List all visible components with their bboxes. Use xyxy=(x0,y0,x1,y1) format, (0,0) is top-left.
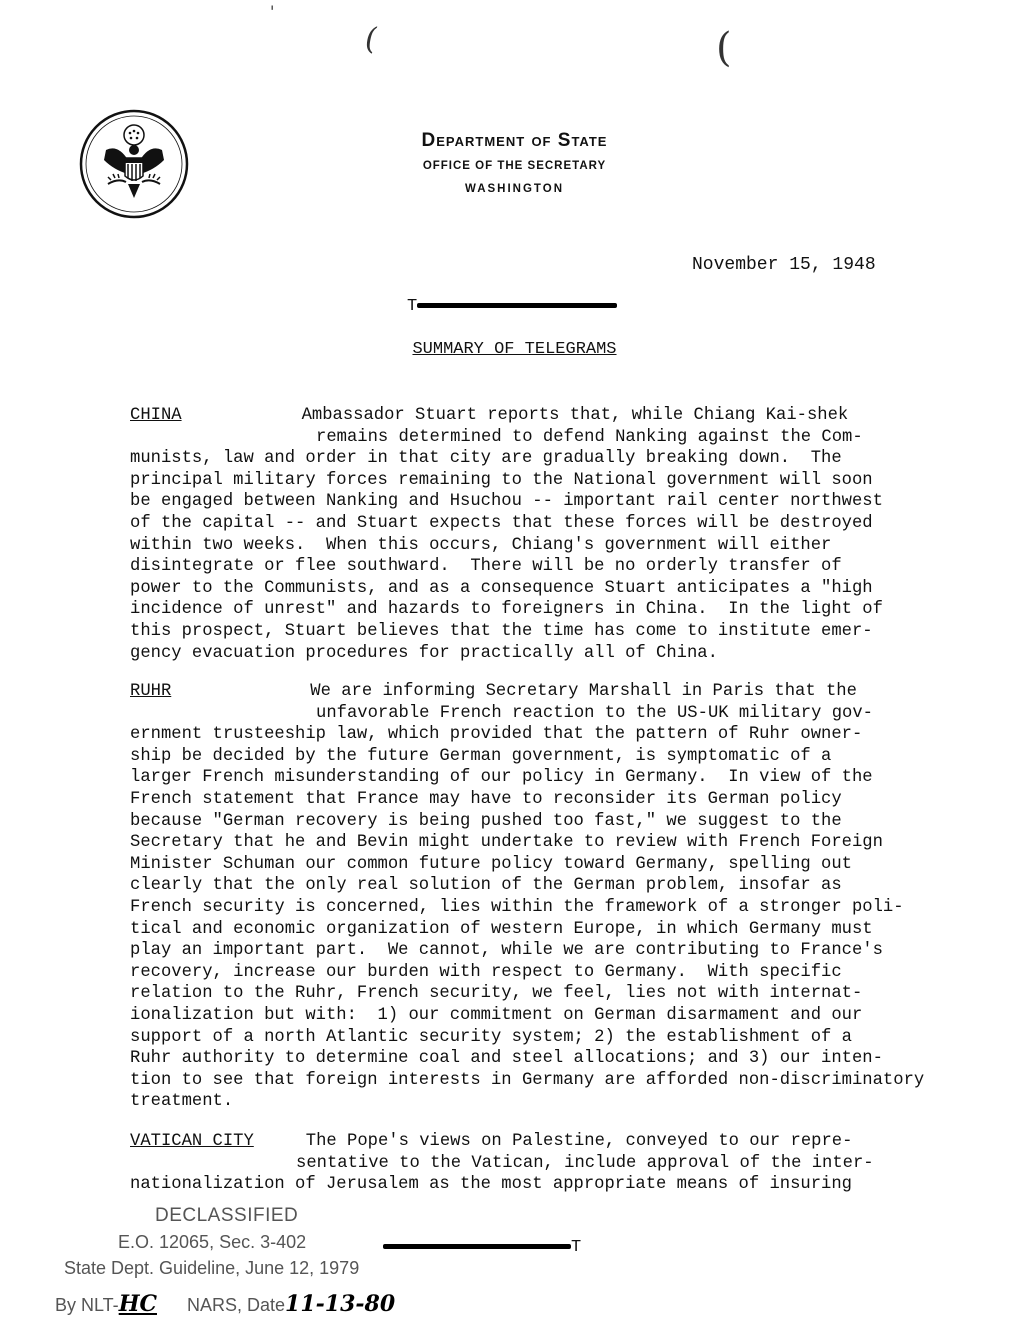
letterhead-city: WASHINGTON xyxy=(464,183,564,195)
section-line: clearly that the only real solution of the German problem, insofar as xyxy=(130,876,842,896)
section-line: tion to see that foreign interests in Germany are afforded non-discriminatory xyxy=(130,1070,925,1090)
letter-date: November 15, 1948 xyxy=(692,255,876,275)
stray-mark: ( xyxy=(365,22,377,57)
section-line: incidence of unrest" and hazards to foreigners in China. In the light of xyxy=(130,600,883,620)
redaction-bar xyxy=(417,303,617,308)
section-line: support of a north Atlantic security system; 2) the establishment of a xyxy=(130,1027,852,1047)
stamp-executive-order: E.O. 12065, Sec. 3-402 xyxy=(118,1232,307,1252)
letterhead-office: OFFICE OF THE SECRETARY xyxy=(422,160,607,172)
section-line: ernment trusteeship law, which provided that the pattern of Ruhr owner- xyxy=(130,725,863,745)
section-line: recovery, increase our burden with respect to Germany. With specific xyxy=(130,962,842,982)
section-line: ionalization but with: 1) our commitment on German disarmament and our xyxy=(130,1005,863,1025)
section-first-line: We are informing Secretary Marshall in Paris that the xyxy=(310,682,857,701)
section-line: of the capital -- and Stuart expects that these forces will be destroyed xyxy=(130,513,873,533)
stamp-nars-date-label: NARS, Date xyxy=(186,1295,286,1315)
section-line: within two weeks. When this occurs, Chiang's government will either xyxy=(130,535,832,555)
classification-letter: T xyxy=(571,1238,582,1257)
stamp-by-prefix: By NLT- xyxy=(55,1295,119,1315)
stamp-guideline: State Dept. Guideline, June 12, 1979 xyxy=(64,1258,360,1278)
handwritten-initials: HC xyxy=(118,1291,157,1317)
stray-mark: ' xyxy=(270,2,275,21)
section-second-line: remains determined to defend Nanking against the Com- xyxy=(316,427,863,447)
section-line: nationalization of Jerusalem as the most appropriate means of insuring xyxy=(130,1175,852,1195)
section-line: Ruhr authority to determine coal and steel allocations; and 3) our inten- xyxy=(130,1049,883,1069)
section-china xyxy=(130,405,960,664)
letterhead-department: Department of State xyxy=(421,130,608,151)
document-title: SUMMARY OF TELEGRAMS xyxy=(412,340,617,359)
classification-marking-top xyxy=(407,297,617,316)
section-ruhr xyxy=(130,681,960,1113)
classification-letter: T xyxy=(407,297,418,316)
section-second-line: unfavorable French reaction to the US-UK military gov- xyxy=(316,703,873,723)
section-line: play an important part. We cannot, while we are contributing to France's xyxy=(130,941,883,961)
stray-mark: ( xyxy=(716,25,732,71)
section-line: principal military forces remaining to the National government will soon xyxy=(130,470,873,490)
section-line: ship be decided by the future German government, is symptomatic of a xyxy=(130,746,832,766)
section-line: tical and economic organization of western Europe, in which Germany must xyxy=(130,919,873,939)
section-first-line: The Pope's views on Palestine, conveyed to our repre- xyxy=(305,1132,853,1151)
section-line: Minister Schuman our common future policy toward Germany, spelling out xyxy=(130,854,852,874)
section-line: gency evacuation procedures for practically all of China. xyxy=(130,643,718,663)
declassification-stamp xyxy=(0,1205,420,1340)
section-line: power to the Communists, and as a consequence Stuart anticipates a "high xyxy=(130,578,873,598)
section-line: relation to the Ruhr, French security, we feel, lies not with internat- xyxy=(130,984,863,1004)
section-line: French security is concerned, lies within the framework of a stronger poli- xyxy=(130,897,904,917)
stamp-declassified: DECLASSIFIED xyxy=(155,1205,299,1226)
stamp-authorization xyxy=(55,1291,395,1317)
section-first-line: Ambassador Stuart reports that, while Chiang Kai-shek xyxy=(301,406,849,425)
section-heading: VATICAN CITY xyxy=(130,1132,254,1151)
section-heading: CHINA xyxy=(130,406,182,425)
section-line: French statement that France may have to reconsider its German policy xyxy=(130,789,842,809)
section-heading: RUHR xyxy=(130,682,172,701)
section-line: be engaged between Nanking and Hsuchou -- important rail center northwest xyxy=(130,492,883,512)
handwritten-date: 11-13-80 xyxy=(285,1291,396,1317)
section-vatican-city xyxy=(130,1131,960,1196)
section-line: munists, law and order in that city are gradually breaking down. The xyxy=(130,449,842,469)
section-line: Secretary that he and Bevin might undertake to review with French Foreign xyxy=(130,833,883,853)
section-line: treatment. xyxy=(130,1092,234,1112)
section-line: disintegrate or flee southward. There will be no orderly transfer of xyxy=(130,557,842,577)
section-line: larger French misunderstanding of our policy in Germany. In view of the xyxy=(130,768,873,788)
section-line: this prospect, Stuart believes that the time has come to institute emer- xyxy=(130,621,873,641)
section-second-line: sentative to the Vatican, include approval of the inter- xyxy=(296,1153,874,1173)
section-line: because "German recovery is being pushed too fast," we suggest to the xyxy=(130,811,842,831)
